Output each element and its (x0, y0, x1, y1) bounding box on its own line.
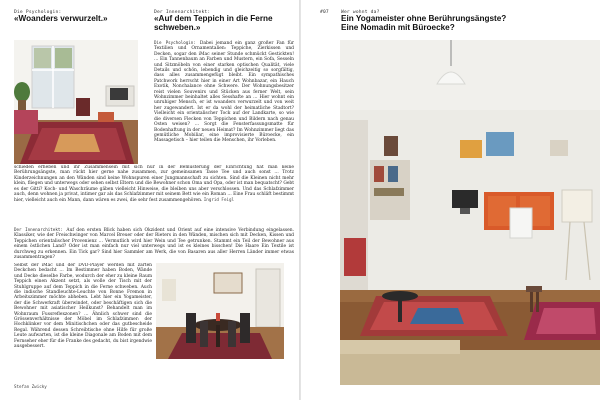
right-page (300, 0, 600, 400)
article2-body-col-text: Selbst der iMac und der DVD-Player werden mit zarten Deckchen bedacht … Im Bestimmer haben Boden, Wände und Decke dieselbe Farbe, wodurch der eher zu kleine Raum Teppich einen Akzent setzt, als wolle der Tisch mit der Stuhlgruppe auf dem Teppich in die Ferne schweben. Auch die indische Standleuchte-Leuchte von Bonne Fremon in Arbeitszimmer möchte abheben. Lebt hier ein Yogameister, der die Schwerkraft überwindet, oder beschäftigen sich die Bewohner mit asiatischer Heilkunst? Behandelt man im Wohnraum Fussreflexzonen? … Ähnlich schwer sind die Grössenverhältnisse der Möbel im Schlafzimmer: der Hochklinker vor dem Minitischchen oder das gutbescheide Regal. Während dessen Schreibtische ohne Hilfe für große Leute aufwarten, ist die kleine Diagonale am Boden mit dem Fernseher eher für die Franke des gedacht, du bist irgendwie ausgebessert. (14, 263, 152, 350)
article1-body-wide (14, 165, 294, 218)
article1-headline: «Woanders verwurzelt.» (14, 14, 108, 23)
right-headline-line1: Ein Yogameister ohne Berührungsängste? (341, 14, 507, 23)
article1-kicker: Die Psychologin: (14, 10, 62, 15)
office-illustration (340, 40, 600, 385)
article2-body-wide (14, 227, 294, 263)
article2-author: Stefan Zwicky (14, 384, 47, 389)
living-room-illustration (14, 40, 138, 164)
dining-room-illustration (156, 263, 284, 359)
right-headline-line2: Eine Nomadin mit Büroecke? (341, 22, 455, 32)
article1-lead: Die Psychologin: (154, 40, 200, 45)
article2-body-wide-text: Auf den ersten Blick haben sich Okzident und Orient auf eine intensive Verbindung eingelassen. Klassiker, wie der Freischwinger von Marcel Breuer oder der Rieters in den Wänden, mischen sich mit Decken, Kissen und Teppichen orientalischer Provenienz … Vermutlich wird hier Wein und Tee getrunken. Stammt ein Teil der Bewohner aus einem östlichen Land? Oder ist man einfach nur viel unterwegs und ist es kleines bisschen! Die Haare Ein Textile ist durchweg zu erkennen. Ein Tick gar? Sind hier Sammler am Werk, die von Basaren aus aller Herren Länder immer etwas zusammentragen? (14, 228, 294, 261)
office-photo (340, 40, 600, 385)
page-number: #07 (320, 10, 329, 15)
article1-author: Ingrid Feigl (203, 197, 235, 203)
right-kicker: Wer wohnt da? (341, 10, 380, 15)
article2-lead: Der Innenarchitekt: (14, 227, 67, 232)
article2-kicker: Der Innenarchitekt: (154, 10, 211, 15)
article1-body (154, 40, 294, 164)
dining-room-photo (156, 263, 284, 359)
article1-body-top: Dabei jemand ein ganz großer Fan für Textilien und Ornamentalien: Teppiche, Zierkissen und Decken, sogar den iMac seiner Stunde schmückt Gestickten! … Ein Tannenbaum an Farben und Mustern, ein Sofa, Sesseln und Sitzmöbeln von einer starken optischen Qualität, viele Details und schön, lebendig und gleichzeitig so sorgfältig, dass alles zusammengefügt bleibt. Ein sympathisches Patchwork herrscht hier in einer Art Wohnbazar, ein Hauch Exotik, Nonchalance ohne Schwere. Der Wohnungsbesitzer reist vielen Souvenirs und Stücken aus ferner Welt, sein Wohnzimmer beinhaltet alles Sesshafte an … Hier wohnt ein unruhiger Mensch, er ist woanders verwurzelt und von weit her zugewandert. Ist er da wohl der heimatliche Stadtort? Vielleicht ein orientalischer Tock auf der Landkarte, so wie die diversen Flecken von Teppichen und Bildern nach genau Osten weisen? … Sorgt die Fensterfassungsmatte für Bodenhaftung in der neuen Heimat? Im Wohnzimmer liegt das gemütliche Mobiliar, eine improvisierte Büroecke, ein Massagetisch – hier teilen die Menschen, ihr Vorleben. (154, 41, 294, 144)
right-headline (341, 15, 596, 33)
living-room-photo (14, 40, 138, 164)
article2-headline: «Auf dem Teppich in die Ferne schweben.» (154, 14, 273, 32)
article1-body-wide-text: schieden erheben und ihr Zusammensein mit sich nur in der Bemusterung der Einrichtung hat man keine Berührungsängste, man rückt hier gerne nahe zusammen, zur gemeinsamen Tasse Tee und auch sonst … Trotz Kinderzeichnungen an den Wänden sind keine Wohnspuren einer Jungmannschaft zu sichten. Sind die Kleinen nicht mehr klein, fliegen und unterwegs oder sehen selbst Eltern und die Bewohner schon Oma und Opa, oder ist man bequatscht? Gebt es der Gitti? Koch- und Waschräume gäben vielleicht Hinweise, die bleiben uns aber verschlossen. Und das Schlafzimmer auch, denn wohnen ja privat, intimer gar als das Schlafzimmer mit seinem Bett wie ein Roman … Eine Frau schläft bestimmt hier, vielleicht auch ein Mann, dann wären es zwei, die sehr fest zusammengehören. (14, 165, 294, 204)
article2-body-column (14, 263, 152, 383)
